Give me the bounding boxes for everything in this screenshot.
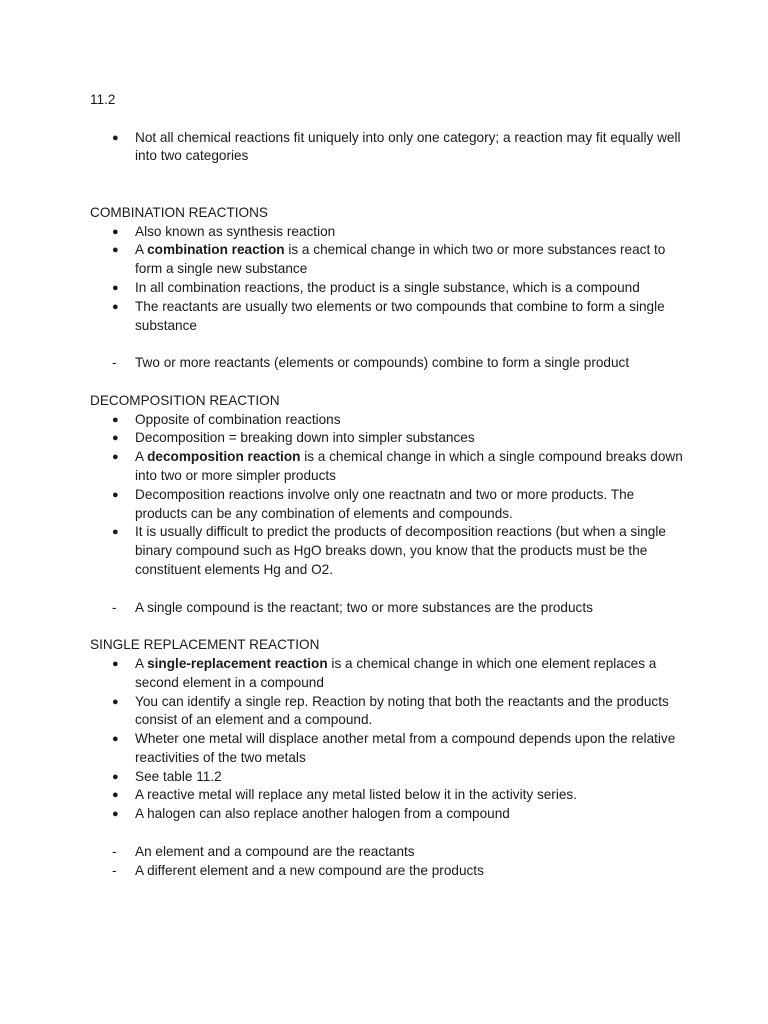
list-item [90,655,690,693]
list-item [90,730,690,768]
list-item-text: The reactants are usually two elements or two compounds that combine to form a single substance [135,298,665,333]
bullet-marker: ● [112,770,119,783]
list-item-text: An element and a compound are the reactants [135,843,415,859]
bullet-marker: ● [112,695,119,708]
list-item [90,843,690,862]
list-item [90,862,690,881]
list-item [90,411,690,430]
list-item-text: Two or more reactants (elements or compounds) combine to form a single product [135,355,630,371]
section-number: 11.2 [90,92,116,107]
decomposition-list [90,411,690,580]
list-item-text: A halogen can also replace another halogen from a compound [135,806,510,822]
combination-heading: COMBINATION REACTIONS [90,204,268,220]
decomposition-summary-list [90,599,690,618]
combination-list [90,223,690,336]
bullet-marker: ● [112,432,119,445]
dash-marker: - [112,355,117,371]
term-decomposition-reaction: decomposition reaction [147,449,301,465]
list-item-text: Wheter one metal will displace another metal from a compound depends upon the relative reactivities of the two metals [135,731,676,765]
bullet-marker: ● [112,131,119,144]
list-item [90,805,690,824]
list-item-text: A different element and a new compound are the products [135,862,484,878]
term-combination-reaction: combination reaction [147,242,285,258]
bullet-marker: ● [112,225,119,238]
bullet-marker: ● [112,526,119,539]
bullet-marker: ● [112,733,119,746]
list-item-text: Decomposition = breaking down into simpler substances [135,430,475,446]
single-replacement-list [90,655,690,824]
bullet-marker: ● [112,244,119,257]
list-item [90,786,690,805]
list-item-text-pre: A [135,242,148,258]
dash-marker: - [112,599,117,615]
list-item [90,241,690,279]
list-item-text-pre: A [135,449,148,465]
term-single-replacement-reaction: single-replacement reaction [147,655,328,671]
list-item-text: In all combination reactions, the product is a single substance, which is a compound [135,279,640,295]
list-item [90,693,690,731]
list-item-text: A reactive metal will replace any metal listed below it in the activity series. [135,787,577,803]
list-item [90,129,690,167]
bullet-marker: ● [112,300,119,313]
combination-summary-list [90,354,690,373]
list-item [90,279,690,298]
list-item-text: Not all chemical reactions fit uniquely into only one category; a reaction may fit equally well into two categories [135,129,681,164]
list-item [90,523,690,579]
list-item-text: You can identify a single rep. Reaction by noting that both the reactants and the products consist of an element and a compound. [135,693,669,728]
dash-marker: - [112,843,117,859]
list-item-text: Also known as synthesis reaction [135,223,336,239]
list-item-text: It is usually difficult to predict the products of decomposition reactions (but when a single binary compound such as HgO breaks down, you know that the products must be the constituent elements Hg and O2. [135,524,666,577]
list-item-text-post: is a chemical change in which one element replaces a second element in a compound [135,655,657,690]
decomposition-heading: DECOMPOSITION REACTION [90,392,280,408]
list-item [90,298,690,336]
list-item-text-post: is a chemical change in which a single compound breaks down into two or more simpler products [135,449,683,483]
bullet-marker: ● [112,789,119,802]
document-page [90,91,690,880]
bullet-marker: ● [112,657,119,670]
list-item-text-post: is a chemical change in which two or more substances react to form a single new substance [135,242,666,277]
list-item-text-pre: A [135,655,148,671]
dash-marker: - [112,862,117,878]
bullet-marker: ● [112,488,119,501]
list-item [90,599,690,618]
list-item [90,448,690,486]
list-item-text: See table 11.2 [135,768,222,784]
list-item-text: Opposite of combination reactions [135,411,341,427]
single-replacement-heading: SINGLE REPLACEMENT REACTION [90,637,320,653]
single-replacement-summary-list [90,843,690,881]
list-item [90,223,690,242]
list-item [90,429,690,448]
list-item-text: A single compound is the reactant; two or more substances are the products [135,599,593,615]
list-item [90,354,690,373]
bullet-marker: ● [112,281,119,294]
bullet-marker: ● [112,451,119,464]
list-item [90,486,690,524]
list-item [90,768,690,787]
list-item-text: Decomposition reactions involve only one reactnatn and two or more products. The products can be any combination of elements and compounds. [135,486,635,521]
bullet-marker: ● [112,808,119,821]
bullet-marker: ● [112,413,119,426]
intro-list [90,129,690,167]
